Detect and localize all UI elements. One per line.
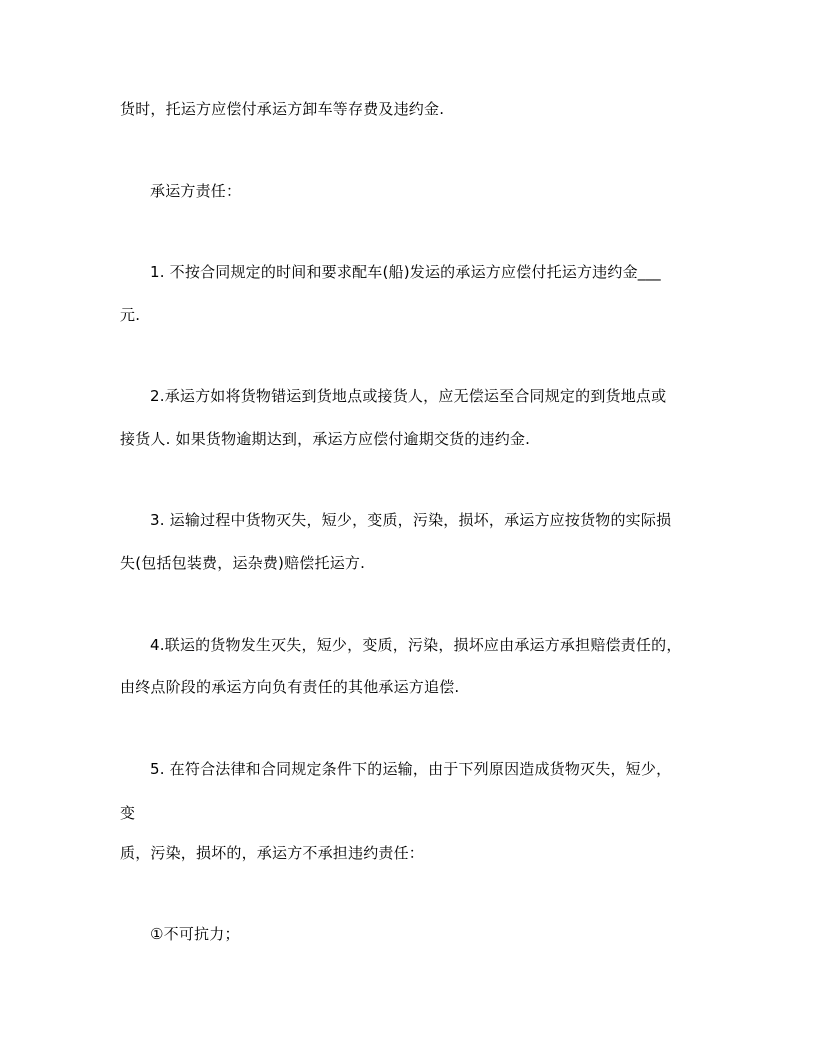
text-line: 5. 在符合法律和合同规定条件下的运输，由于下列原因造成货物灭失，短少， (150, 760, 672, 778)
text-line: 变 (120, 804, 136, 822)
text-line: 由终点阶段的承运方向负有责任的其他承运方追偿. (120, 678, 460, 696)
text-line: 失(包括包装费，运杂费)赔偿托运方. (120, 554, 366, 572)
text-line: ①不可抗力； (150, 925, 240, 943)
text-line: 4.联运的货物发生灭失，短少，变质，污染，损坏应由承运方承担赔偿责任的， (150, 636, 682, 654)
text-line: 2.承运方如将货物错运到货地点或接货人，应无偿运至合同规定的到货地点或 (150, 387, 667, 405)
text-line: 3. 运输过程中货物灭失，短少，变质，污染，损坏，承运方应按货物的实际损 (150, 511, 672, 529)
text-line: 接货人. 如果货物逾期达到，承运方应偿付逾期交货的违约金. (120, 430, 531, 448)
text-line: 元. (120, 306, 141, 324)
text-line: 质，污染，损坏的，承运方不承担违约责任： (120, 844, 425, 862)
text-line: 货时，托运方应偿付承运方卸车等存费及违约金. (120, 100, 445, 118)
text-line: 1. 不按合同规定的时间和要求配车(船)发运的承运方应偿付托运方违约金___ (150, 263, 661, 281)
section-heading: 承运方责任： (150, 182, 242, 200)
